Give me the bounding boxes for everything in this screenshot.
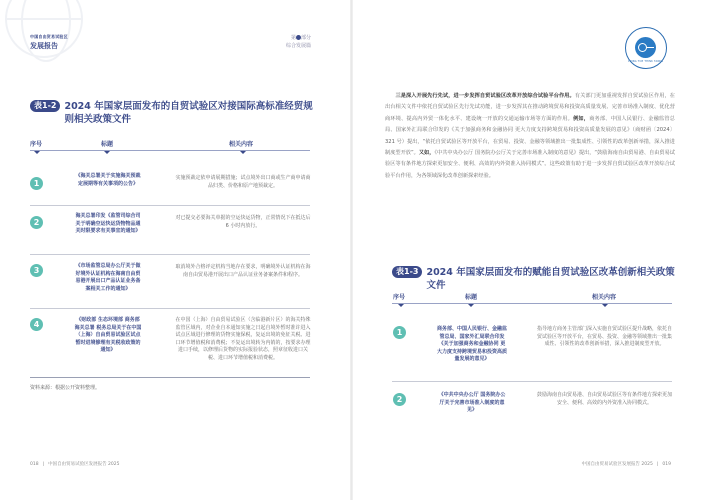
- row-content: 对已提交必要海关单据的空运快运货物，正常情况下在抵达后 6 小时内放行。: [175, 215, 311, 229]
- body-paragraph: [385, 91, 675, 182]
- section-tag: [286, 34, 311, 50]
- paragraph-text-2: 商务部、中国人民银行、金融监管总局、国家外汇局联合印发的《关于加强商务和金融协同 更大力度支持跨境贸易和投资高质量发展的意见》（商财函〔2024〕321 号）提出，“依托自贸试验区等开放平台，在贸易、投资、金融等领域推出一批集成性、引领性的改革创新举措，深入推进制度型开放”。: [385, 115, 675, 157]
- row-divider: [30, 254, 310, 255]
- bold-example: 例如，: [573, 115, 590, 122]
- report-brand: [30, 34, 68, 51]
- page-number: 019: [662, 462, 671, 467]
- row-number-badge: 2: [393, 393, 406, 406]
- row-title: 《海关总署关于实施海关预裁定展期等有关事项的公告》: [75, 173, 141, 187]
- row-content: 在中国（上海）自由贸易试验区（含临港新片区）的海关特殊监管区域内，对企业自本通知实施之日起自境外暂时准许进入试点区域进行修理的货物实施保税，复运出境的免征关税、进口环节增值税和消费税；不复运出境转为内销的，按要求办理进口手续，以修理后货物的实际报验状态，照章征收进口关税、进口环节增值税和消费税。: [175, 317, 311, 361]
- key-emblem-icon: [635, 37, 656, 58]
- bold-lead: 三是深入开展先行先试，进一步发挥自贸试验区改革开放综合试验平台作用。: [395, 93, 575, 99]
- paragraph-text-1: 有关部门更加重视发挥自贸试验区作用，在出台相关文件中依托自贸试验区先行先试功能，进一步发挥其在推动跨境贸易和投资高质量发展、完善市场准入制度、优化营商环境、提高内外贸一体化水平、建设统一开放的交通运输市场等方面的作用。: [385, 93, 675, 122]
- row-number-badge: 4: [30, 318, 43, 331]
- section-suffix: 部分: [300, 35, 311, 41]
- table-heading-line1: 2024 年国家层面发布的自贸试验区对接国际高标准经贸规: [64, 101, 313, 112]
- right-page: [352, 0, 703, 500]
- row-number-badge: 1: [30, 177, 43, 190]
- caret-down-icon: [602, 304, 608, 307]
- column-header-title: 标题: [465, 294, 478, 301]
- row-title: 海关总署印发《监管司综合司关于明确空运快运货物物品通关时限要求有关事宜的通知》: [75, 213, 141, 234]
- row-content: 取消境外合格评定机构当地存在要求，明确境外认证机构在海南自由贸易港开展出口产品认证业务备案条件和程序。: [175, 264, 311, 278]
- report-name: 中国自由贸易试验区发展报告 2025: [581, 462, 653, 467]
- caret-down-icon: [104, 151, 110, 154]
- left-page: [0, 0, 351, 500]
- table-badge: 表1-3: [392, 266, 422, 278]
- paragraph-text-3: 《中共中央办公厅 国务院办公厅关于完善市场准入制度的意见》提出，“鼓励海南自由贸易港、自由贸易试验区等有条件地方探索更加安全、便利、高效的内外资准入协同模式”。这些政策有助于进一步发挥自贸试验区改革开放综合试验平台作用，为各领域深化改革创新探索经验。: [385, 150, 675, 179]
- column-header-index: 序号: [393, 294, 406, 301]
- section-name: 综合发展篇: [285, 43, 311, 49]
- seal-ring-text: CHINA TOP THINK TANKS: [627, 60, 664, 63]
- row-content: 鼓励海南自由贸易港、自由贸易试验区等有条件地方探索更加安全、便利、高效的内外资准入协同模式。: [537, 392, 673, 406]
- caret-down-icon: [468, 304, 474, 307]
- row-title: 《市场监管总局办公厅关于做好境外认证机构在海南自由贸易港开展出口产品认证业务备案相关工作的通知》: [75, 263, 141, 292]
- right-footer: [581, 461, 671, 467]
- footer-pipe: |: [42, 462, 45, 467]
- table-heading: 2024 年国家层面发布的赋能自贸试验区改革创新相关政策文件: [426, 267, 675, 291]
- row-title: 《财政部 生态环境部 商务部 海关总署 税务总局关于在中国（上海）自由贸易试验区试点暂时进境修理有关税收政策的通知》: [74, 317, 142, 353]
- think-tank-seal-logo: [625, 27, 667, 69]
- report-name: 中国自由贸易试验区发展报告 2025: [48, 462, 120, 467]
- caret-down-icon: [398, 304, 404, 307]
- row-content: 实施预裁定依申请展期措施；试点境外出口商或生产商申请商品归类、价格和原产地预裁定。: [175, 175, 311, 189]
- row-divider: [30, 308, 310, 309]
- column-header-title: 标题: [101, 141, 114, 148]
- table-bottom-divider: [30, 377, 310, 378]
- caret-down-icon: [34, 151, 40, 154]
- column-header-index: 序号: [30, 141, 43, 148]
- brand-small-text: 中国自由贸易试验区: [30, 34, 68, 39]
- table-heading: [64, 100, 312, 126]
- row-title: 商务部、中国人民银行、金融监管总局、国家外汇局联合印发《关于加强商务和金融协同 更大力度支持跨境贸易和投资高质量发展的意见》: [437, 326, 508, 362]
- header-divider: [392, 303, 672, 304]
- row-title: 《中共中央办公厅 国务院办公厅关于完善市场准入制度的意见》: [438, 392, 506, 413]
- column-header-content: 相关内容: [229, 141, 254, 148]
- row-number-badge: 1: [393, 326, 406, 339]
- table-1-3-title: [392, 266, 682, 292]
- row-number-badge: 2: [30, 216, 43, 229]
- header-divider: [30, 150, 310, 151]
- footer-pipe: |: [656, 462, 659, 467]
- table-1-2-title: [30, 100, 320, 126]
- table-heading-line2: 则相关政策文件: [64, 114, 131, 125]
- bold-again: 又如，: [418, 150, 435, 157]
- section-prefix: 第: [290, 35, 296, 41]
- source-note: 资料来源：根据公开资料整理。: [30, 385, 101, 391]
- left-footer: [30, 461, 120, 467]
- row-number-badge: 3: [30, 264, 43, 277]
- key-shaft-icon: [646, 47, 654, 49]
- page-number: 018: [30, 462, 39, 467]
- row-divider: [392, 381, 672, 382]
- brand-big-text: 发展报告: [30, 42, 58, 50]
- row-divider: [30, 205, 310, 206]
- row-content: 指导地方商务主管部门深入实施自贸试验区提升战略，依托自贸试验区等开放平台，在贸易、投资、金融等领域推出一批集成性、引领性的改革创新举措，深入推进制度型开放。: [537, 326, 673, 347]
- caret-down-icon: [240, 151, 246, 154]
- table-badge: 表1-2: [30, 100, 60, 112]
- column-header-content: 相关内容: [592, 294, 617, 301]
